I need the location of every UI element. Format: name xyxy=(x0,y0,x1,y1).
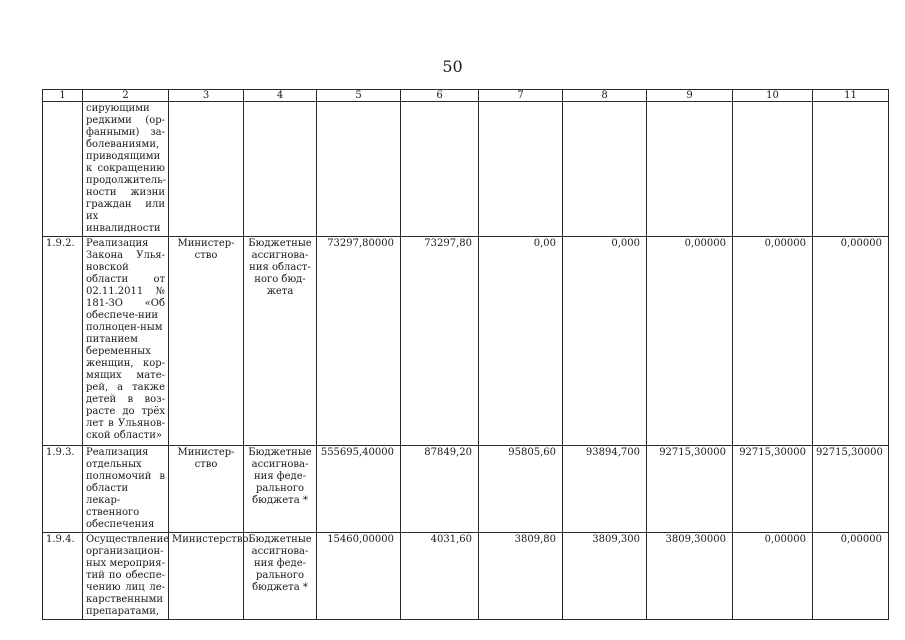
table-row xyxy=(43,446,889,533)
item-funding-source xyxy=(244,102,317,237)
column-number: 6 xyxy=(401,90,479,102)
item-number: 1.9.3. xyxy=(43,446,83,533)
item-value: 93894,700 xyxy=(563,446,647,533)
item-funding-source: Бюджетные ассигнова-ния феде-рального бюджета * xyxy=(244,446,317,533)
item-value: 95805,60 xyxy=(479,446,563,533)
column-number: 10 xyxy=(733,90,813,102)
column-number-row xyxy=(43,90,889,102)
column-number: 9 xyxy=(647,90,733,102)
item-value: 0,00000 xyxy=(813,533,889,620)
item-number: 1.9.4. xyxy=(43,533,83,620)
item-name: Реализация отдельных полномочий в области лекар-ственного обеспечения xyxy=(83,446,169,533)
item-value xyxy=(317,102,401,237)
item-name: сирующими редкими (ор-фанными) за-болеваниями, приводящими к сокращению продолжитель-ности жизни граждан или их инвалидности xyxy=(83,102,169,237)
item-value xyxy=(813,102,889,237)
item-value: 92715,30000 xyxy=(733,446,813,533)
item-value: 3809,30000 xyxy=(647,533,733,620)
item-value: 3809,300 xyxy=(563,533,647,620)
item-value: 87849,20 xyxy=(401,446,479,533)
item-value xyxy=(479,102,563,237)
column-number: 3 xyxy=(169,90,244,102)
item-value: 0,000 xyxy=(563,237,647,446)
table-row xyxy=(43,237,889,446)
item-value xyxy=(401,102,479,237)
item-value: 4031,60 xyxy=(401,533,479,620)
item-value xyxy=(733,102,813,237)
item-value: 555695,40000 xyxy=(317,446,401,533)
column-number: 11 xyxy=(813,90,889,102)
item-number xyxy=(43,102,83,237)
item-value: 0,00000 xyxy=(647,237,733,446)
item-value: 0,00000 xyxy=(733,533,813,620)
item-value: 92715,30000 xyxy=(647,446,733,533)
item-value: 0,00000 xyxy=(813,237,889,446)
item-name: Осуществление организацион-ных мероприя-тий по обеспе-чению лиц ле-карственными препаратами, xyxy=(83,533,169,620)
item-executor: Министер-ство xyxy=(169,446,244,533)
item-value xyxy=(563,102,647,237)
column-number: 5 xyxy=(317,90,401,102)
item-value: 0,00 xyxy=(479,237,563,446)
column-number: 8 xyxy=(563,90,647,102)
page-number: 50 xyxy=(442,57,463,76)
item-executor xyxy=(169,102,244,237)
item-value: 73297,80 xyxy=(401,237,479,446)
item-value xyxy=(647,102,733,237)
item-value: 73297,80000 xyxy=(317,237,401,446)
item-funding-source: Бюджетные ассигнова-ния феде-рального бюджета * xyxy=(244,533,317,620)
item-value: 0,00000 xyxy=(733,237,813,446)
item-value: 3809,80 xyxy=(479,533,563,620)
table-row xyxy=(43,533,889,620)
item-funding-source: Бюджетные ассигнова-ния област-ного бюд-жета xyxy=(244,237,317,446)
table-row xyxy=(43,102,889,237)
column-number: 4 xyxy=(244,90,317,102)
column-number: 2 xyxy=(83,90,169,102)
column-number: 1 xyxy=(43,90,83,102)
column-number: 7 xyxy=(479,90,563,102)
item-executor: Министер-ство xyxy=(169,237,244,446)
budget-table xyxy=(42,89,889,620)
item-value: 92715,30000 xyxy=(813,446,889,533)
item-name: Реализация Закона Улья-новской области от 02.11.2011 № 181-ЗО «Об обеспече-нии полноцен-ным питанием беременных женщин, кор-мящих мате-рей, а также детей в воз-расте до трёх лет в Ульянов-ской области» xyxy=(83,237,169,446)
item-executor: Министерство xyxy=(169,533,244,620)
item-number: 1.9.2. xyxy=(43,237,83,446)
item-value: 15460,00000 xyxy=(317,533,401,620)
